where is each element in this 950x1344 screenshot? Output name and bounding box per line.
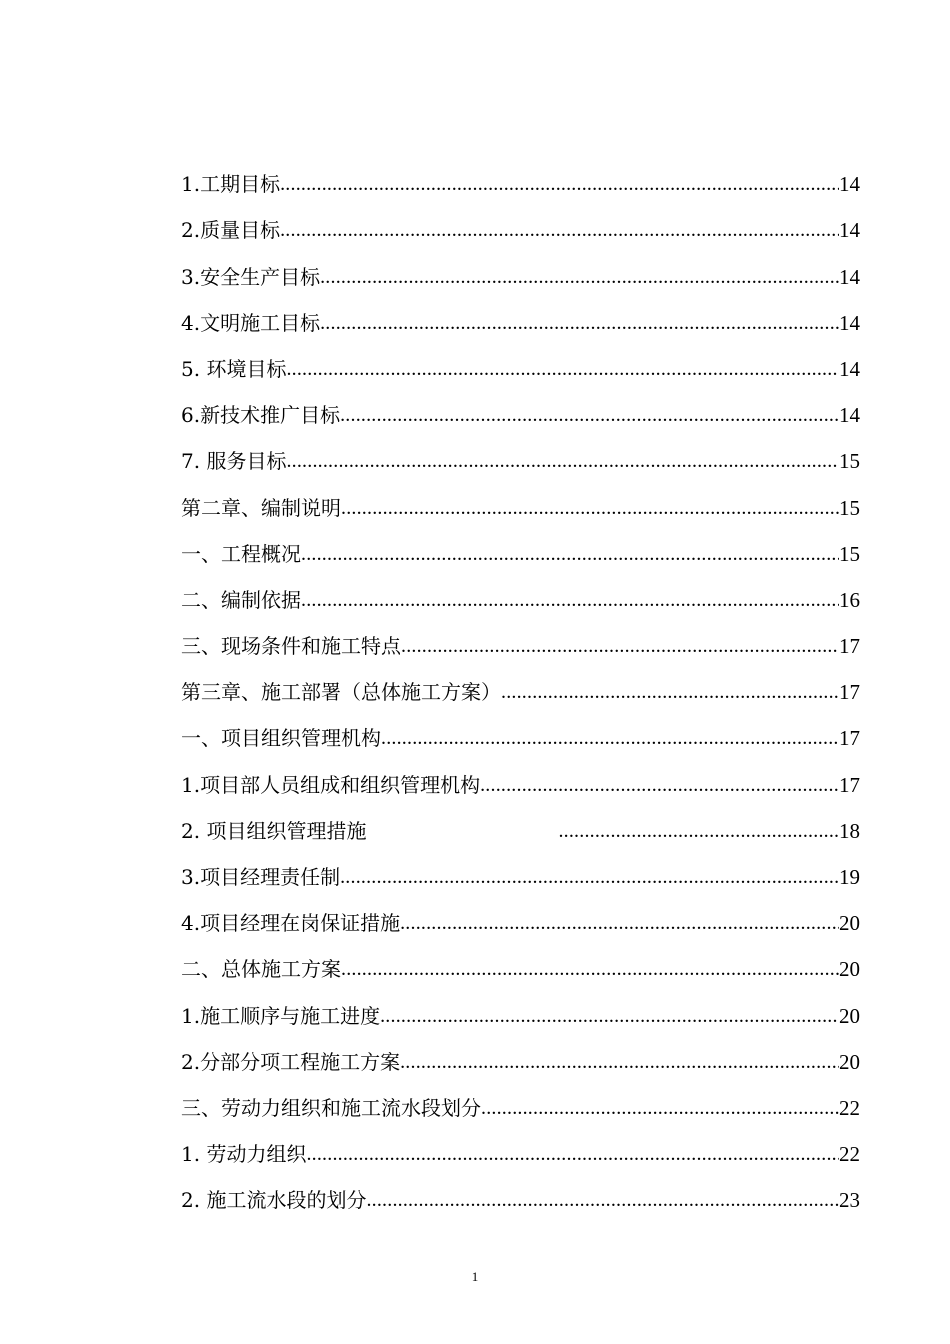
toc-entry-page: 17 — [839, 680, 860, 705]
toc-entry[interactable] — [181, 1166, 860, 1212]
toc-entry-title: 一、工程概况 — [181, 541, 301, 566]
toc-entry-page: 16 — [839, 587, 860, 612]
toc-dot-leader — [400, 1050, 839, 1074]
toc-entry[interactable] — [181, 981, 860, 1027]
toc-entry-page: 17 — [839, 772, 860, 797]
toc-entry-title: 一、项目组织管理机构 — [181, 726, 381, 751]
toc-entry-page: 20 — [839, 957, 860, 982]
toc-entry[interactable] — [181, 150, 860, 196]
toc-entry[interactable] — [181, 381, 860, 427]
toc-entry-page: 14 — [839, 356, 860, 381]
toc-dot-leader — [481, 1096, 839, 1120]
toc-entry-page: 20 — [839, 1003, 860, 1028]
toc-entry[interactable] — [181, 289, 860, 335]
toc-entry-page: 17 — [839, 634, 860, 659]
toc-entry[interactable] — [181, 335, 860, 381]
toc-entry-title: 2.质量目标 — [181, 218, 281, 243]
toc-entry-title: 二、编制依据 — [181, 587, 301, 612]
toc-entry[interactable] — [181, 704, 860, 750]
toc-entry-title: 1.施工顺序与施工进度 — [181, 1003, 381, 1028]
toc-dot-leader — [341, 957, 839, 981]
toc-entry-title: 4.项目经理在岗保证措施 — [181, 911, 401, 936]
toc-entry[interactable] — [181, 658, 860, 704]
toc-entry[interactable] — [181, 750, 860, 796]
toc-entry[interactable] — [181, 473, 860, 519]
toc-dot-leader — [286, 357, 839, 381]
toc-dot-leader — [380, 1004, 839, 1028]
toc-entry[interactable] — [181, 612, 860, 658]
toc-dot-leader — [306, 1142, 839, 1166]
toc-entry-page: 20 — [839, 1049, 860, 1074]
toc-entry[interactable] — [181, 566, 860, 612]
toc-entry-page: 14 — [839, 403, 860, 428]
toc-entry-title: 三、劳动力组织和施工流水段划分 — [181, 1095, 481, 1120]
toc-entry-title: 二、总体施工方案 — [181, 957, 341, 982]
toc-entry[interactable] — [181, 1074, 860, 1120]
toc-dot-leader — [301, 588, 839, 612]
page-number: 1 — [471, 1269, 479, 1284]
toc-dot-leader — [400, 911, 839, 935]
toc-entry[interactable] — [181, 1028, 860, 1074]
toc-entry-page: 20 — [839, 911, 860, 936]
toc-entry-page: 22 — [839, 1095, 860, 1120]
toc-dot-leader — [286, 449, 839, 473]
toc-dot-leader — [558, 819, 839, 843]
toc-entry[interactable] — [181, 935, 860, 981]
toc-entry-page: 15 — [839, 495, 860, 520]
toc-dot-leader — [501, 680, 839, 704]
toc-dot-leader — [320, 265, 839, 289]
toc-entry-title: 2. 施工流水段的划分 — [181, 1188, 367, 1213]
toc-entry-title: 6.新技术推广目标 — [181, 403, 341, 428]
toc-entry-title: 第二章、编制说明 — [181, 495, 341, 520]
toc-entry-page: 17 — [839, 726, 860, 751]
toc-entry-page: 19 — [839, 865, 860, 889]
toc-dot-leader — [340, 865, 839, 889]
toc-entry[interactable] — [181, 427, 860, 473]
toc-entry-title: 2. 项目组织管理措施 — [181, 818, 367, 843]
toc-entry-title: 三、现场条件和施工特点 — [181, 634, 401, 659]
toc-entry-page: 14 — [839, 172, 860, 197]
toc-dot-leader — [341, 496, 839, 520]
toc-entry[interactable] — [181, 196, 860, 242]
toc-entry-title: 1.项目部人员组成和组织管理机构 — [181, 772, 481, 797]
toc-entry[interactable] — [181, 242, 860, 288]
toc-entry-title: 3.安全生产目标 — [181, 264, 321, 289]
toc-dot-leader — [320, 311, 839, 335]
toc-entry-page: 18 — [839, 818, 860, 843]
toc-dot-leader — [280, 172, 839, 196]
toc-dot-leader — [366, 1188, 839, 1212]
toc-entry-title: 4.文明施工目标 — [181, 310, 321, 335]
toc-entry-title: 2.分部分项工程施工方案 — [181, 1049, 401, 1074]
toc-entry-title: 1. 劳动力组织 — [181, 1142, 307, 1167]
toc-entry[interactable] — [181, 843, 860, 889]
toc-entry-title: 7. 服务目标 — [181, 449, 287, 474]
toc-entry-page: 14 — [839, 310, 860, 335]
toc-entry-title: 5. 环境目标 — [181, 356, 287, 381]
table-of-contents — [181, 150, 860, 1212]
toc-dot-leader — [381, 726, 839, 750]
toc-entry-title: 1.工期目标 — [181, 172, 281, 197]
toc-entry-page: 14 — [839, 218, 860, 243]
toc-entry-page: 14 — [839, 264, 860, 289]
toc-dot-leader — [340, 403, 839, 427]
toc-entry-page: 15 — [839, 449, 860, 474]
toc-dot-leader — [280, 218, 839, 242]
toc-entry-title: 第三章、施工部署（总体施工方案） — [181, 680, 501, 705]
toc-entry[interactable] — [181, 520, 860, 566]
toc-entry[interactable] — [181, 797, 860, 843]
toc-entry-title: 3.项目经理责任制 — [181, 865, 341, 889]
toc-dot-leader — [301, 542, 839, 566]
toc-dot-leader — [401, 634, 839, 658]
toc-entry-page: 15 — [839, 541, 860, 566]
toc-dot-leader — [480, 773, 839, 797]
toc-entry-page: 22 — [839, 1142, 860, 1167]
toc-entry[interactable] — [181, 1120, 860, 1166]
toc-entry-page: 23 — [839, 1188, 860, 1213]
toc-entry[interactable] — [181, 889, 860, 935]
